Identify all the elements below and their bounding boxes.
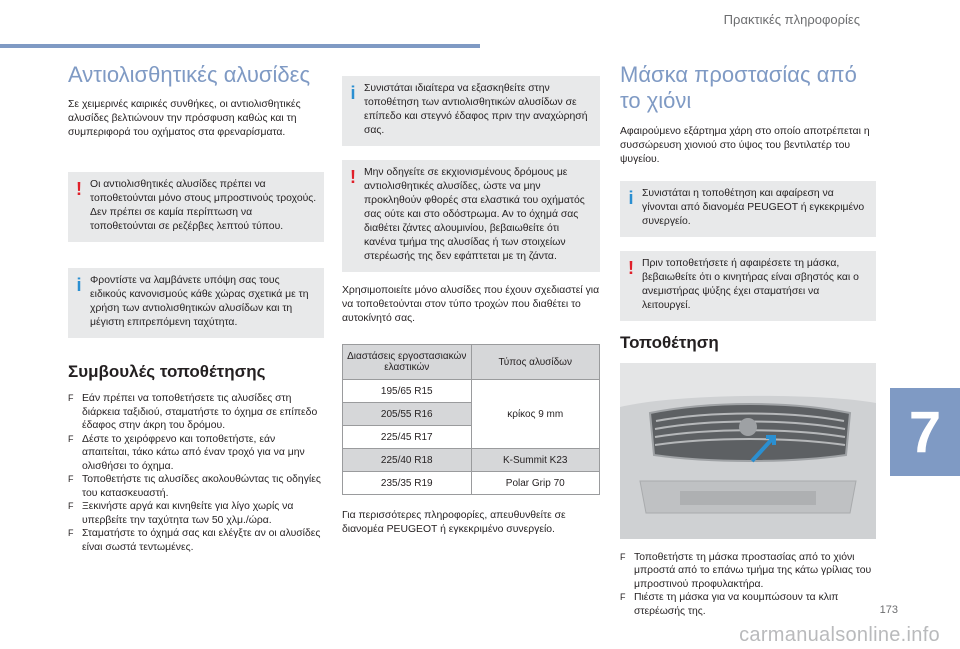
bullet-icon: F: [68, 433, 74, 444]
table-cell: Polar Grip 70: [471, 472, 600, 495]
table-cell: 225/45 R17: [343, 426, 472, 449]
fitting-title: Τοποθέτηση: [620, 332, 719, 352]
info-icon: i: [76, 275, 82, 296]
chains-table: [342, 344, 600, 495]
table-header: Τύπος αλυσίδων: [471, 345, 600, 380]
list-item: F Δέστε το χειρόφρενο και τοποθετήστε, εάν απαιτείται, τάκο κάτω από έναν τροχό για να μην ολισθήσει το όχημα.: [68, 433, 305, 472]
bullet-icon: F: [68, 501, 74, 512]
bullet-icon: F: [620, 551, 626, 562]
info-icon: i: [350, 83, 356, 103]
info-text: Συνιστάται ιδιαίτερα να εξασκηθείτε στην τοποθέτηση των αντιολισθητικών αλυσίδων σε επίπεδο και στεγνό έδαφος πριν την αναχώρησή σας.: [364, 83, 588, 136]
list-item: F Τοποθετήστε τις αλυσίδες ακολουθώντας τις οδηγίες του κατασκευαστή.: [68, 474, 321, 499]
bullet-icon: F: [68, 393, 74, 404]
info-text: Συνιστάται η τοποθέτηση και αφαίρεση να γίνονται από διανομέα PEUGEOT ή εγκεκριμένο συνεργείο.: [642, 187, 865, 227]
list-item: F Ξεκινήστε αργά και κινηθείτε για λίγο χωρίς να υπερβείτε την ταχύτητα των 50 χλμ./ώρα.: [68, 501, 294, 526]
bullet-icon: F: [68, 474, 74, 485]
watermark: carmanualsonline.info: [739, 624, 940, 646]
warning-icon: !: [350, 167, 356, 187]
list-item: F Εάν πρέπει να τοποθετήσετε τις αλυσίδες στη διάρκεια ταξιδιού, σταματήστε το όχημα σε επίπεδο έδαφος στην άκρη του δρόμου.: [68, 393, 318, 432]
info-box: [342, 76, 600, 146]
steps-list: [620, 551, 876, 619]
intro-paragraph: Αφαιρούμενο εξάρτημα χάρη στο οποίο αποτρέπεται η συσσώρευση χιονιού στο ύψος του βεντιλατέρ του ψυγείου.: [620, 125, 870, 165]
table-header: Διαστάσεις εργοστασιακών ελαστικών: [343, 345, 472, 380]
list-item: F Σταματήστε το όχημά σας και ελέγξτε αν οι αλυσίδες είναι σωστά τεντωμένες.: [68, 528, 321, 553]
table-row: [343, 472, 600, 495]
list-item: F Τοποθετήστε τη μάσκα προστασίας από το χιόνι μπροστά από το επάνω τμήμα της κάτω γρίλιας του μπροστινού προφυλακτήρα.: [620, 551, 872, 590]
chapter-tab: 7: [890, 388, 960, 476]
dealer-note: Για περισσότερες πληροφορίες, απευθυνθείτε σε διανομέα PEUGEOT ή εγκεκριμένο συνεργείο.: [342, 510, 566, 535]
list-item: F Πιέστε τη μάσκα για να κουμπώσουν τα κλιπ στερέωσής της.: [620, 592, 839, 617]
info-text: Φροντίστε να λαμβάνετε υπόψη σας τους ειδικούς κανονισμούς κάθε χώρας σχετικά με τη χρήση των αντιολισθητικών αλυσίδων και τη μέγιστη επιτρεπόμενη ταχύτητα.: [90, 275, 309, 329]
bullet-icon: F: [68, 528, 74, 539]
installation-tips-title: Συμβουλές τοποθέτησης: [68, 362, 266, 382]
section-title-snow-screen: Μάσκα προστασίας από το χιόνι: [620, 62, 857, 114]
compatibility-note: Χρησιμοποιείτε μόνο αλυσίδες που έχουν σχεδιαστεί για να τοποθετούνται στον τύπο τροχών που διαθέτει το αυτοκίνητό σας.: [342, 285, 600, 324]
table-row: [343, 380, 600, 403]
table-cell: 235/35 R19: [343, 472, 472, 495]
warning-box: [68, 172, 324, 242]
top-accent-bar: [0, 44, 480, 48]
info-icon: i: [628, 187, 634, 208]
table-cell: 195/65 R15: [343, 380, 472, 403]
table-row: [343, 449, 600, 472]
warning-icon: !: [76, 179, 82, 200]
table-cell: 225/40 R18: [343, 449, 472, 472]
warning-icon: !: [628, 257, 634, 278]
bullet-icon: F: [620, 592, 626, 603]
warning-text: Οι αντιολισθητικές αλυσίδες πρέπει να τοποθετούνται μόνο στους μπροστινούς τροχούς. Δεν πρέπει σε καμία περίπτωση να τοποθετούνται σε ρεζέρβες λεπτού τύπου.: [90, 179, 317, 233]
table-cell: K-Summit K23: [471, 449, 600, 472]
section-title-snow-chains: Αντιολισθητικές αλυσίδες: [68, 62, 311, 87]
warning-box: [342, 160, 600, 272]
intro-paragraph: Σε χειμερινές καιρικές συνθήκες, οι αντιολισθητικές αλυσίδες βελτιώνουν την πρόσφυση καθώς και τη συμπεριφορά του οχήματος στα φρεναρίσματα.: [68, 99, 301, 139]
table-cell: 205/55 R16: [343, 403, 472, 426]
warning-text: Μην οδηγείτε σε εκχιονισμένους δρόμους με αντιολισθητικές αλυσίδες, ώστε να μην προκληθούν φθορές στα ελαστικά του οχήματός σας ούτε και στο οδόστρωμα. Αν το όχημά σας διαθέτει ζάντες αλουμινίου, βεβαιωθείτε ότι κανένα τμήμα της αλυσίδας ή των στοιχείων στερέωσής της δεν εφάπτεται με τη ζάντα.: [364, 167, 585, 262]
table-header-row: [343, 345, 600, 380]
tips-list: [68, 392, 324, 554]
running-header: Πρακτικές πληροφορίες: [723, 12, 860, 27]
column-snow-screen: [620, 62, 876, 618]
warning-text: Πριν τοποθετήσετε ή αφαιρέσετε τη μάσκα, βεβαιωθείτε ότι ο κινητήρας είναι σβηστός και ο ανεμιστήρας ψύξης έχει σταματήσει να λειτουργεί.: [642, 257, 859, 311]
page-number: 173: [879, 604, 898, 616]
table-cell: κρίκος 9 mm: [471, 380, 600, 449]
info-box: [68, 268, 324, 338]
column-snow-chains: [68, 62, 324, 554]
warning-box: [620, 251, 876, 321]
column-chain-details: [342, 76, 600, 537]
info-box: [620, 181, 876, 237]
grille-illustration: [620, 363, 876, 539]
